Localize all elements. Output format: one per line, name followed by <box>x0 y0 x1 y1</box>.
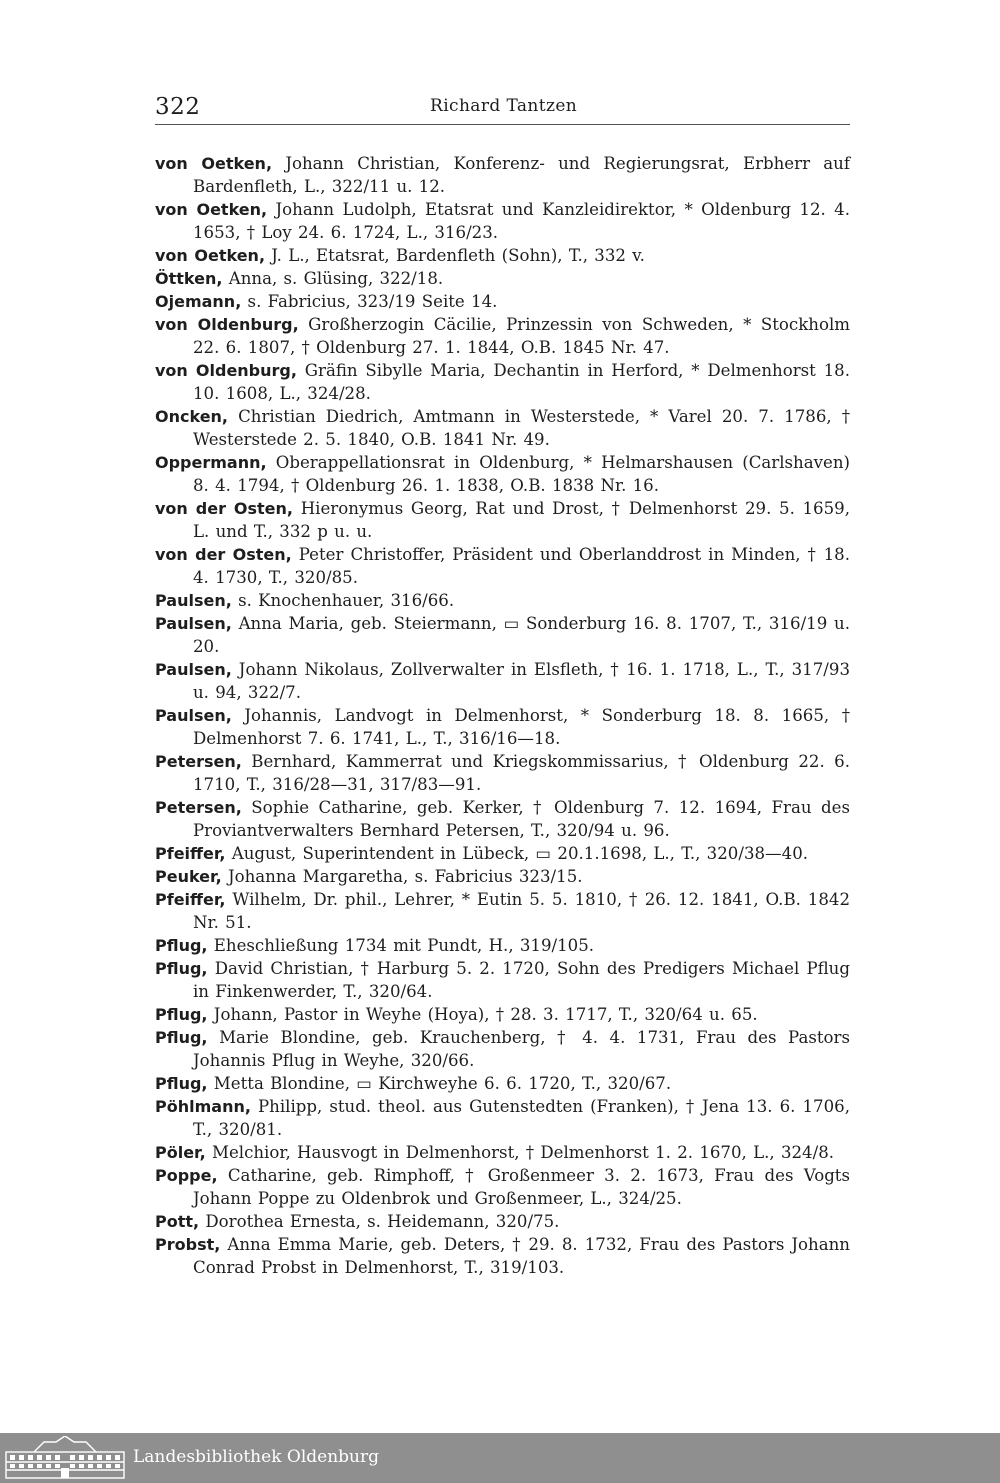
entry-text: Catharine, geb. Rimphoff, † Großenmeer 3. 2. 1673, Frau des Vogts Johann Poppe zu Oldenbrok und Großenmeer, L., 324/25. <box>193 1166 850 1208</box>
register-entry <box>155 1026 850 1072</box>
register-entry <box>155 842 850 865</box>
library-building-icon <box>4 1436 126 1480</box>
entry-name: Oncken, <box>155 407 229 426</box>
entry-name: Ojemann, <box>155 292 242 311</box>
register-entry <box>155 957 850 1003</box>
entry-text: Eheschließung 1734 mit Pundt, H., 319/105. <box>213 936 595 955</box>
entry-text: Christian Diedrich, Amtmann in Westerstede, * Varel 20. 7. 1786, † Westerstede 2. 5. 1840, O.B. 1841 Nr. 49. <box>193 407 850 449</box>
entry-name: Peuker, <box>155 867 222 886</box>
register-entry <box>155 244 850 267</box>
entry-name: Paulsen, <box>155 660 232 679</box>
entry-text: Philipp, stud. theol. aus Gutenstedten (Franken), † Jena 13. 6. 1706, T., 320/81. <box>193 1097 850 1139</box>
entry-text: Johann Ludolph, Etatsrat und Kanzleidirektor, * Oldenburg 12. 4. 1653, † Loy 24. 6. 1724, L., 316/23. <box>193 200 850 242</box>
register-entry <box>155 1164 850 1210</box>
register-entry <box>155 1072 850 1095</box>
entry-name: Pöler, <box>155 1143 206 1162</box>
register-entry <box>155 658 850 704</box>
register-entry <box>155 359 850 405</box>
entry-name: Pfeiffer, <box>155 844 226 863</box>
register-entry <box>155 152 850 198</box>
entry-text: Johann Christian, Konferenz- und Regierungsrat, Erbherr auf Bardenfleth, L., 322/11 u. 12. <box>193 154 851 196</box>
entry-text: David Christian, † Harburg 5. 2. 1720, Sohn des Predigers Michael Pflug in Finkenwerder, T., 320/64. <box>193 959 850 1001</box>
entry-name: Pöhlmann, <box>155 1097 251 1116</box>
entry-name: Öttken, <box>155 269 223 288</box>
entry-text: Oberappellationsrat in Oldenburg, * Helmarshausen (Carlshaven) 8. 4. 1794, † Oldenburg 26. 1. 1838, O.B. 1838 Nr. 16. <box>193 453 850 495</box>
register-entry <box>155 290 850 313</box>
entry-name: Paulsen, <box>155 614 232 633</box>
entry-name: von Oetken, <box>155 200 268 219</box>
entry-name: Poppe, <box>155 1166 218 1185</box>
register-entry <box>155 750 850 796</box>
entry-name: Pott, <box>155 1212 200 1231</box>
entry-text: Melchior, Hausvogt in Delmenhorst, † Delmenhorst 1. 2. 1670, L., 324/8. <box>211 1143 835 1162</box>
entry-text: Marie Blondine, geb. Krauchenberg, † 4. 4. 1731, Frau des Pastors Johannis Pflug in Weyhe, 320/66. <box>193 1028 850 1070</box>
entry-text: August, Superintendent in Lübeck, ▭ 20.1.1698, L., T., 320/38—40. <box>231 844 809 863</box>
entry-text: Dorothea Ernesta, s. Heidemann, 320/75. <box>205 1212 560 1231</box>
entry-text: Sophie Catharine, geb. Kerker, † Oldenburg 7. 12. 1694, Frau des Proviantverwalters Bernhard Petersen, T., 320/94 u. 96. <box>193 798 850 840</box>
entry-name: von der Osten, <box>155 499 294 518</box>
register-entry <box>155 612 850 658</box>
entry-name: Pfeiffer, <box>155 890 226 909</box>
entry-name: Pflug, <box>155 1074 208 1093</box>
page-number: 322 <box>155 94 201 120</box>
entry-name: von der Osten, <box>155 545 292 564</box>
entry-name: Paulsen, <box>155 591 232 610</box>
entry-text: Peter Christoffer, Präsident und Oberlanddrost in Minden, † 18. 4. 1730, T., 320/85. <box>193 545 850 587</box>
register-entry <box>155 1141 850 1164</box>
entry-name: Pflug, <box>155 1005 208 1024</box>
register-entry <box>155 934 850 957</box>
entry-name: von Oldenburg, <box>155 315 299 334</box>
register-entry <box>155 497 850 543</box>
entry-text: Gräfin Sibylle Maria, Dechantin in Herford, * Delmenhorst 18. 10. 1608, L., 324/28. <box>193 361 850 403</box>
library-footer <box>0 1433 1000 1483</box>
register-entry <box>155 1095 850 1141</box>
entry-name: von Oetken, <box>155 154 273 173</box>
register-entry <box>155 1210 850 1233</box>
entry-text: Johanna Margaretha, s. Fabricius 323/15. <box>227 867 583 886</box>
register-entry <box>155 704 850 750</box>
register-entry <box>155 451 850 497</box>
entry-name: von Oldenburg, <box>155 361 297 380</box>
entry-text: Bernhard, Kammerrat und Kriegskommissarius, † Oldenburg 22. 6. 1710, T., 316/28—31, 317/83—91. <box>193 752 850 794</box>
entry-text: Anna Emma Marie, geb. Deters, † 29. 8. 1732, Frau des Pastors Johann Conrad Probst in Delmenhorst, T., 319/103. <box>193 1235 850 1277</box>
entry-text: s. Knochenhauer, 316/66. <box>238 591 455 610</box>
entry-text: s. Fabricius, 323/19 Seite 14. <box>247 292 498 311</box>
entry-name: Pflug, <box>155 1028 208 1047</box>
register-entry <box>155 1003 850 1026</box>
register-entry <box>155 796 850 842</box>
entry-text: Wilhelm, Dr. phil., Lehrer, * Eutin 5. 5. 1810, † 26. 12. 1841, O.B. 1842 Nr. 51. <box>193 890 850 932</box>
entry-text: J. L., Etatsrat, Bardenfleth (Sohn), T., 332 v. <box>271 246 645 265</box>
entry-text: Johann Nikolaus, Zollverwalter in Elsfleth, † 16. 1. 1718, L., T., 317/93 u. 94, 322/7. <box>193 660 850 702</box>
register-entry <box>155 888 850 934</box>
entry-name: Oppermann, <box>155 453 267 472</box>
entry-name: von Oetken, <box>155 246 266 265</box>
register-entry <box>155 589 850 612</box>
entry-name: Petersen, <box>155 798 242 817</box>
entry-name: Paulsen, <box>155 706 232 725</box>
entry-text: Anna Maria, geb. Steiermann, ▭ Sonderburg 16. 8. 1707, T., 316/19 u. 20. <box>193 614 850 656</box>
library-name[interactable]: Landesbibliothek Oldenburg <box>133 1447 380 1467</box>
entry-name: Pflug, <box>155 959 208 978</box>
entry-text: Johannis, Landvogt in Delmenhorst, * Sonderburg 18. 8. 1665, † Delmenhorst 7. 6. 1741, L., T., 316/16—18. <box>193 706 850 748</box>
entry-name: Pflug, <box>155 936 208 955</box>
register-entry <box>155 267 850 290</box>
entry-text: Anna, s. Glüsing, 322/18. <box>228 269 444 288</box>
entry-name: Petersen, <box>155 752 242 771</box>
register-entry <box>155 313 850 359</box>
entry-name: Probst, <box>155 1235 221 1254</box>
register-entry <box>155 405 850 451</box>
register-entry <box>155 198 850 244</box>
entry-text: Großherzogin Cäcilie, Prinzessin von Schweden, * Stockholm 22. 6. 1807, † Oldenburg 27. 1. 1844, O.B. 1845 Nr. 47. <box>193 315 850 357</box>
register-entry <box>155 1233 850 1279</box>
entry-text: Metta Blondine, ▭ Kirchweyhe 6. 6. 1720, T., 320/67. <box>213 1074 672 1093</box>
register-entries <box>155 152 850 1279</box>
entry-text: Hieronymus Georg, Rat und Drost, † Delmenhorst 29. 5. 1659, L. und T., 332 p u. u. <box>193 499 851 541</box>
register-entry <box>155 543 850 589</box>
register-entry <box>155 865 850 888</box>
page-header <box>155 94 850 125</box>
entry-text: Johann, Pastor in Weyhe (Hoya), † 28. 3. 1717, T., 320/64 u. 65. <box>213 1005 758 1024</box>
running-title: Richard Tantzen <box>430 96 578 116</box>
